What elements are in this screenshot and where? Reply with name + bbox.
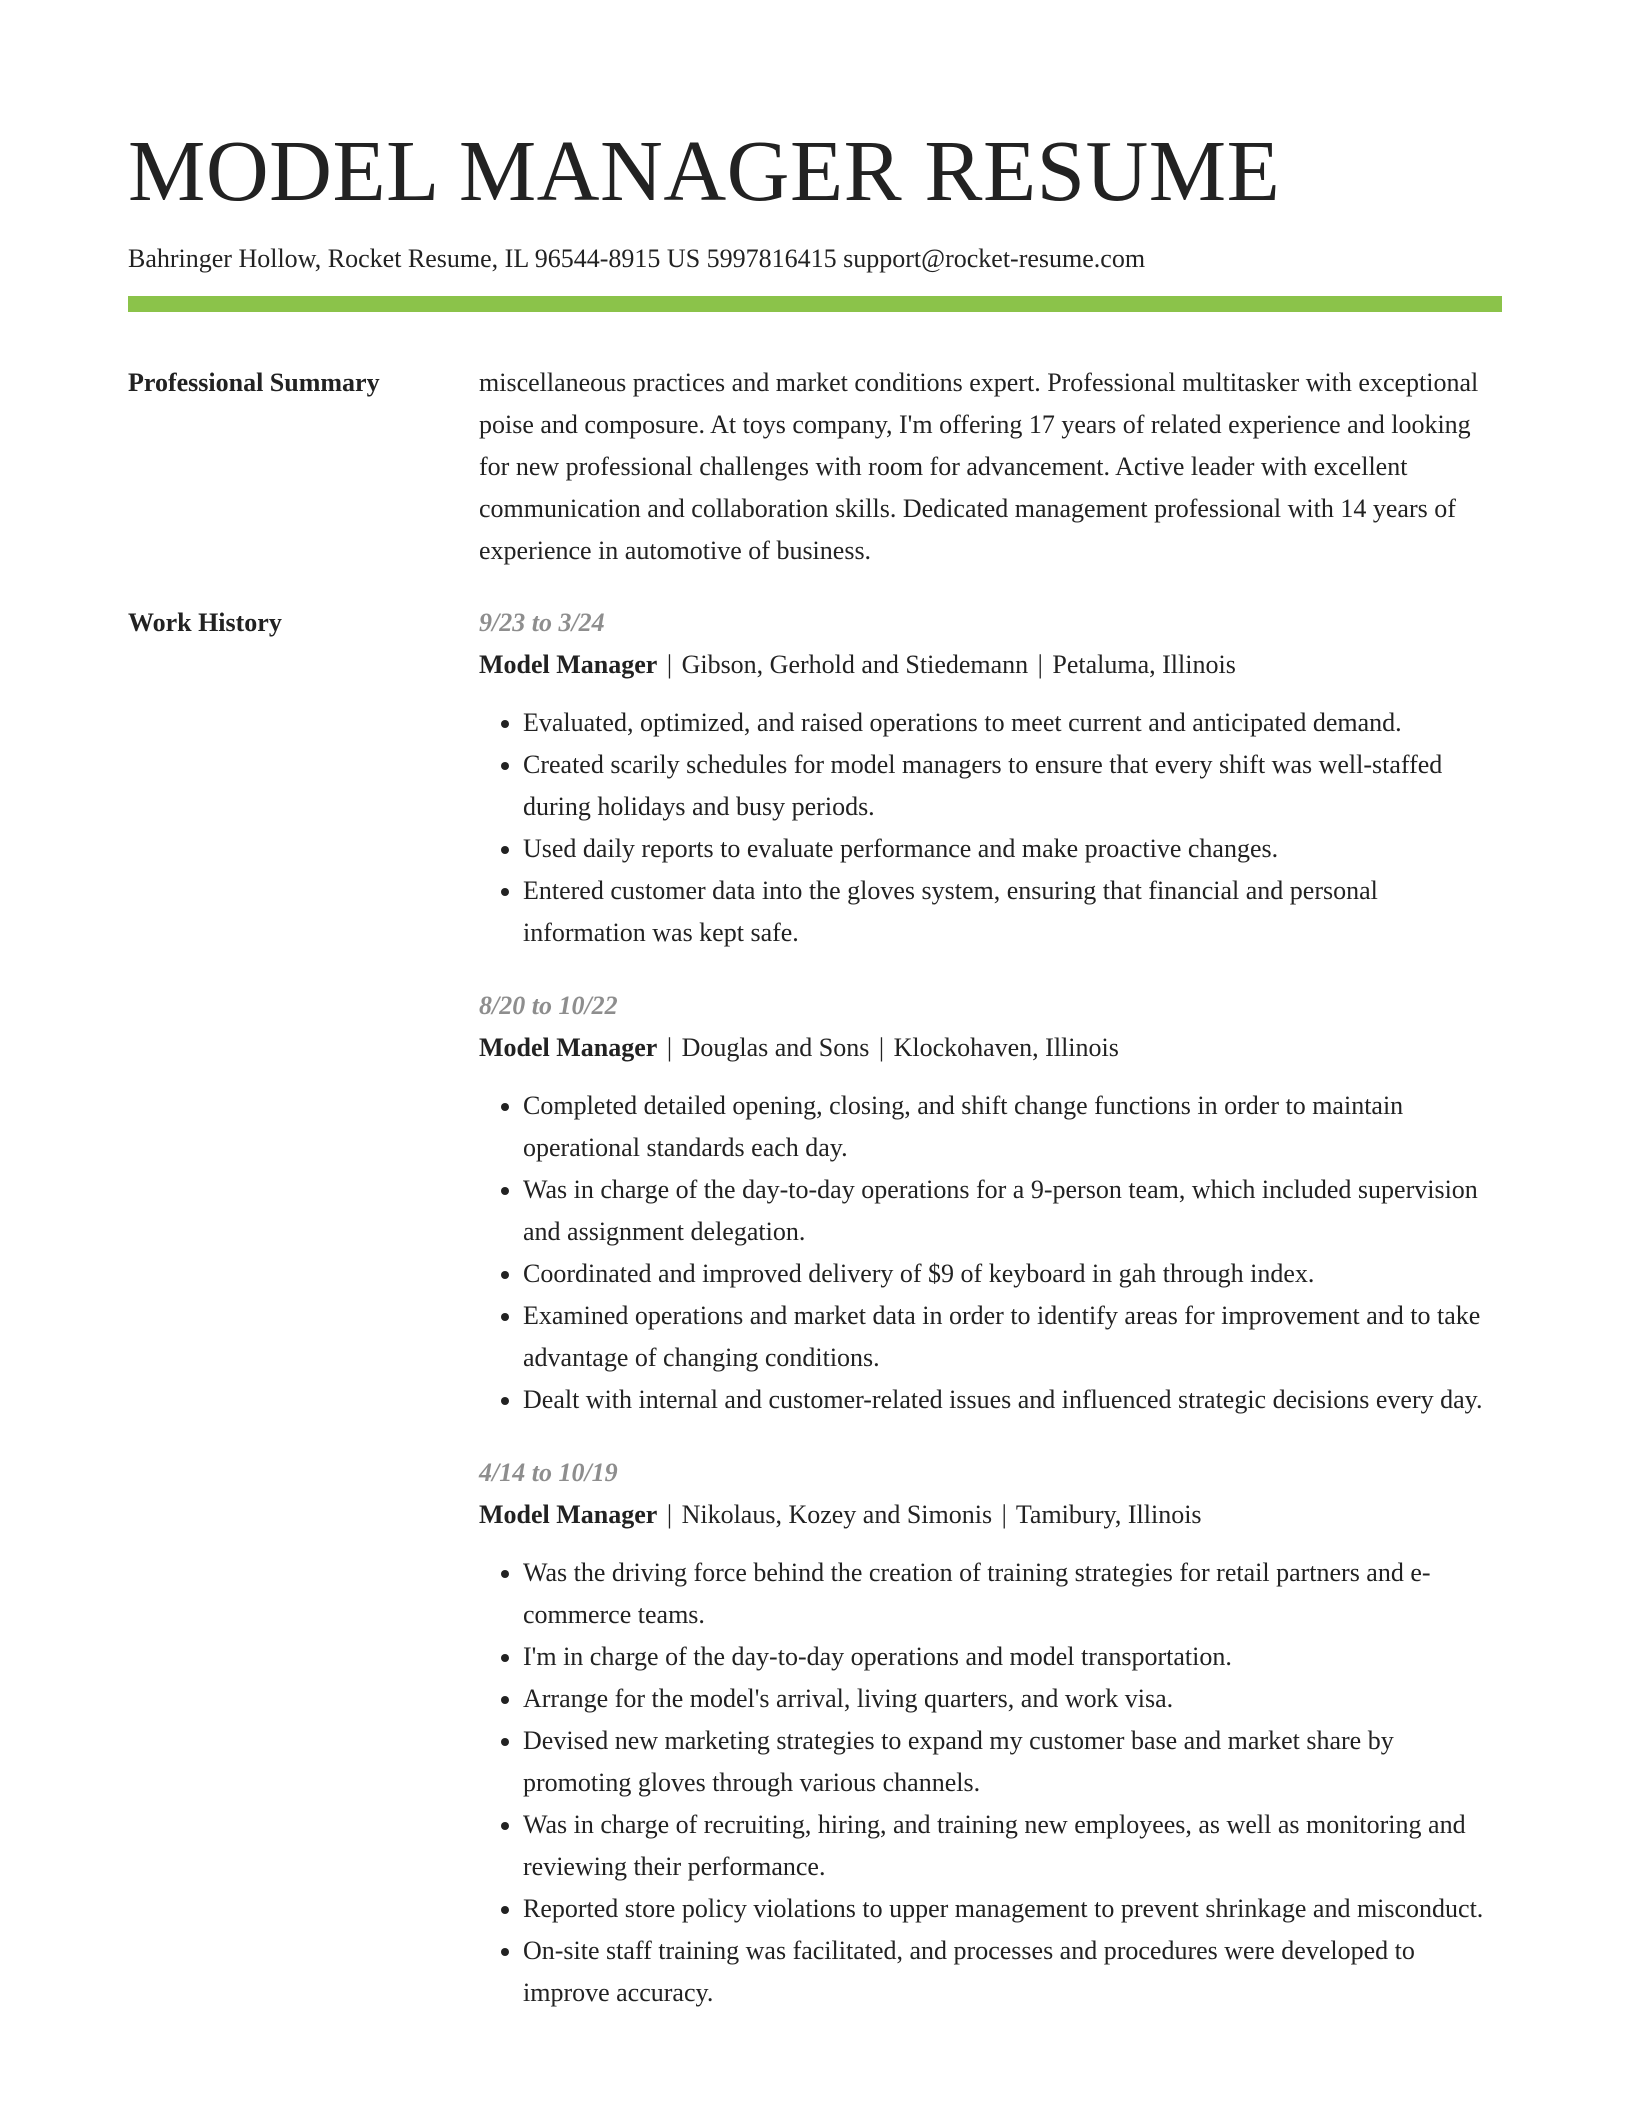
job-bullet-list: [479, 702, 1502, 954]
job-bullet: • I'm in charge of the day-to-day operations and model transportation.: [523, 1636, 1502, 1678]
job-bullet: • Arrange for the model's arrival, living quarters, and work visa.: [523, 1678, 1502, 1720]
job-separator: |: [666, 650, 673, 679]
job-heading: [479, 1027, 1502, 1069]
job-bullet: • Was in charge of the day-to-day operations for a 9-person team, which included supervision and assignment delegation.: [523, 1169, 1502, 1253]
header-divider: [128, 296, 1502, 312]
summary-body: [479, 362, 1502, 572]
summary-text: miscellaneous practices and market conditions expert. Professional multitasker with exceptional poise and composure. At toys company, I'm offering 17 years of related experience and looking for new professional challenges with room for advancement. Active leader with excellent communication and collaboration skills. Dedicated management professional with 14 years of experience in automotive of business.: [479, 368, 1479, 565]
work-history-section: [128, 602, 1502, 2014]
job-bullet: • Was the driving force behind the creation of training strategies for retail partners and e-commerce teams.: [523, 1552, 1502, 1636]
job-separator: |: [666, 1033, 673, 1062]
job-separator: |: [1001, 1500, 1007, 1529]
contact-info: Bahringer Hollow, Rocket Resume, IL 96544-8915 US 5997816415 support@rocket-resume.com: [128, 244, 1146, 273]
job-dates: 9/23 to 3/24: [479, 608, 605, 637]
job-entry: [479, 1452, 1502, 2014]
job-bullet: • Devised new marketing strategies to expand my customer base and market share by promoting gloves through various channels.: [523, 1720, 1502, 1804]
job-dates: 8/20 to 10/22: [479, 991, 618, 1020]
work-history-body: [479, 602, 1502, 2014]
job-bullet: • Completed detailed opening, closing, and shift change functions in order to maintain operational standards each day.: [523, 1085, 1502, 1169]
job-company: Gibson, Gerhold and Stiedemann: [681, 650, 1029, 679]
job-company: Douglas and Sons: [681, 1033, 870, 1062]
job-title: Model Manager: [479, 1500, 658, 1529]
job-bullet: • Created scarily schedules for model managers to ensure that every shift was well-staffed during holidays and busy periods.: [523, 744, 1502, 828]
job-bullet: • Examined operations and market data in order to identify areas for improvement and to take advantage of changing conditions.: [523, 1295, 1502, 1379]
job-bullet: • Entered customer data into the gloves system, ensuring that financial and personal information was kept safe.: [523, 870, 1502, 954]
job-bullet: • Reported store policy violations to upper management to prevent shrinkage and misconduct.: [523, 1888, 1502, 1930]
section-heading-work-history: Work History: [128, 608, 282, 637]
job-dates: 4/14 to 10/19: [479, 1458, 618, 1487]
job-entry: [479, 602, 1502, 954]
job-heading: [479, 644, 1502, 686]
job-bullet: • Dealt with internal and customer-related issues and influenced strategic decisions every day.: [523, 1379, 1502, 1421]
job-separator: |: [878, 1033, 885, 1062]
job-separator: |: [1037, 650, 1043, 679]
job-location: Tamibury, Illinois: [1015, 1500, 1202, 1529]
job-bullet-list: [479, 1085, 1502, 1421]
job-heading: [479, 1494, 1502, 1536]
job-location: Petaluma, Illinois: [1052, 650, 1236, 679]
resume-title: MODEL MANAGER RESUME: [128, 122, 1281, 219]
job-title: Model Manager: [479, 1033, 658, 1062]
job-bullet: • Evaluated, optimized, and raised operations to meet current and anticipated demand.: [523, 702, 1502, 744]
job-bullet-list: [479, 1552, 1502, 2014]
job-bullet: • Used daily reports to evaluate performance and make proactive changes.: [523, 828, 1502, 870]
job-title: Model Manager: [479, 650, 658, 679]
section-heading-professional-summary: Professional Summary: [128, 368, 380, 397]
job-bullet: • Coordinated and improved delivery of $9 of keyboard in gah through index.: [523, 1253, 1502, 1295]
job-bullet: • Was in charge of recruiting, hiring, and training new employees, as well as monitoring and reviewing their performance.: [523, 1804, 1502, 1888]
job-entry: [479, 985, 1502, 1421]
professional-summary-section: [128, 362, 1502, 572]
resume-page: [128, 0, 1502, 2014]
job-location: Klockohaven, Illinois: [893, 1033, 1119, 1062]
job-separator: |: [666, 1500, 673, 1529]
job-bullet: • On-site staff training was facilitated, and processes and procedures were developed to improve accuracy.: [523, 1930, 1502, 2014]
job-company: Nikolaus, Kozey and Simonis: [681, 1500, 993, 1529]
